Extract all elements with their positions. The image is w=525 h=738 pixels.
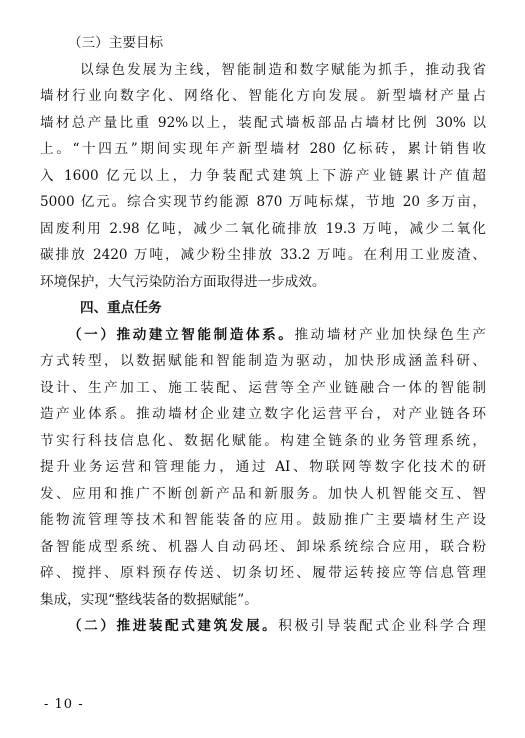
paragraph-text: 推动墙材产业加快绿色生产 xyxy=(294,326,486,343)
paragraph-line: 造产业体系。推动墙材企业建立数字化运营平台，对产业链各环 xyxy=(40,406,486,422)
paragraph-line: 方式转型，以数据赋能和智能制造为驱动，加快形成涵盖科研、 xyxy=(40,353,486,369)
paragraph-line: 以绿色发展为主线，智能制造和数字赋能为抓手，推动我省 xyxy=(80,61,486,78)
paragraph-line: 上。“十四五”期间实现年产新型墙材 280 亿标砖，累计销售收 xyxy=(40,141,486,157)
paragraph-line: 提升业务运营和管理能力，通过 AI、物联网等数字化技术的研 xyxy=(40,459,486,475)
paragraph-line: 集成，实现“整线装备的数据赋能”。 xyxy=(40,591,258,608)
paragraph-text: 积极引导装配式企业科学合理 xyxy=(278,618,486,634)
paragraph-line xyxy=(40,322,486,349)
paragraph-line: 墙材总产量比重 92%以上，装配式墙板部品占墙材比例 30% 以 xyxy=(40,114,486,131)
paragraph-line: 入 1600 亿元以上，力争装配式建筑上下游产业链累计产值超 xyxy=(40,167,486,184)
paragraph-line: 墙材行业向数字化、网络化、智能化方向发展。新型墙材产量占 xyxy=(40,88,486,104)
paragraph-line: 能物流管理等技术和智能装备的应用。鼓励推广主要墙材生产设 xyxy=(40,512,486,528)
section-heading-key-tasks: 四、重点任务 xyxy=(80,300,162,316)
paragraph-line: 5000 亿元。综合实现节约能源 870 万吨标煤，节地 20 多万亩， xyxy=(40,194,486,210)
page-body xyxy=(40,30,486,640)
paragraph-line xyxy=(40,613,486,640)
paragraph-line: 节实行科技信息化、数据化赋能。构建全链条的业务管理系统， xyxy=(40,432,486,449)
paragraph-line: 设计、生产加工、施工装配、运营等全产业链融合一体的智能制 xyxy=(40,379,486,396)
paragraph-line: 发、应用和推广不断创新产品和新服务。加快人机智能交互、智 xyxy=(40,485,486,502)
paragraph-line: 碳排放 2420 万吨，减少粉尘排放 33.2 万吨。在利用工业废渣、 xyxy=(40,247,486,263)
paragraph-line: 碎、搅拌、原料预存传送、切条切坯、履带运转接应等信息管理 xyxy=(40,565,486,581)
paragraph-line: 备智能成型系统、机器人自动码坯、卸垛系统综合应用，联合粉 xyxy=(40,538,486,555)
subheading-prefab-construction: （二）推进装配式建筑发展。 xyxy=(68,618,279,634)
page-number: - 10 - xyxy=(44,697,84,712)
subheading-smart-manufacturing: （一）推动建立智能制造体系。 xyxy=(68,326,295,343)
section-heading-main-goals: （三）主要目标 xyxy=(68,35,164,51)
paragraph-line: 固废利用 2.98 亿吨，减少二氧化硫排放 19.3 万吨，减少二氧化 xyxy=(40,220,486,237)
paragraph-line: 环境保护，大气污染防治方面取得进一步成效。 xyxy=(40,273,326,290)
